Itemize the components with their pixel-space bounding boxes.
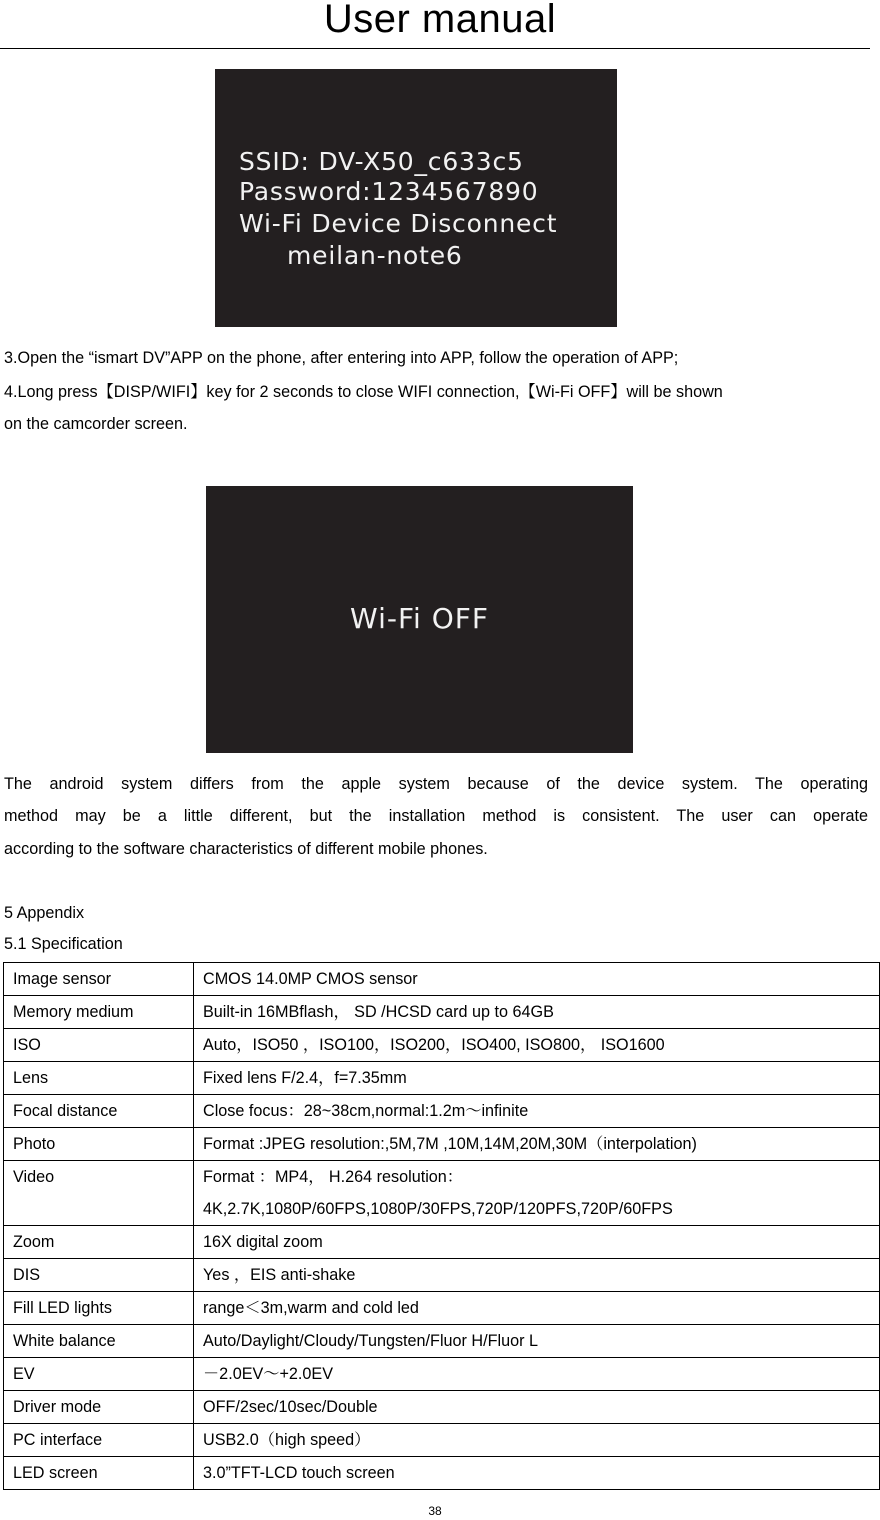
spec-key: Photo [4,1128,194,1161]
spec-key: Driver mode [4,1391,194,1424]
table-row [4,1457,880,1490]
spec-key: White balance [4,1325,194,1358]
table-row [4,996,880,1029]
table-row [4,963,880,996]
spec-key: LED screen [4,1457,194,1490]
header-divider [0,48,870,49]
spec-value: USB2.0（high speed） [194,1424,880,1457]
spec-value: Fixed lens F/2.4，f=7.35mm [194,1062,880,1095]
wifi-off-label: Wi-Fi OFF [350,602,489,635]
note-line-1: The android system differs from the apple system because of the device system. The operating [4,775,868,793]
spec-key: Fill LED lights [4,1292,194,1325]
spec-value [194,1161,880,1226]
spec-key: EV [4,1358,194,1391]
spec-value: Auto，ISO50 ，ISO100，ISO200，ISO400, ISO800， ISO1600 [194,1029,880,1062]
specification-table [3,962,880,1490]
table-row [4,1161,880,1226]
table-row [4,1259,880,1292]
spec-value: Format :JPEG resolution:,5M,7M ,10M,14M,20M,30M（interpolation) [194,1128,880,1161]
spec-value: CMOS 14.0MP CMOS sensor [194,963,880,996]
spec-key: Video [4,1161,194,1226]
table-row [4,1391,880,1424]
spec-value-line: Format ：MP4， H.264 resolution： [203,1168,463,1186]
appendix-heading: 5 Appendix [4,904,85,922]
wifi-status-line: Wi-Fi Device Disconnect [239,209,558,238]
spec-value: Built-in 16MBflash， SD /HCSD card up to 64GB [194,996,880,1029]
table-row [4,1095,880,1128]
device-name-line: meilan-note6 [287,241,463,270]
spec-value: －2.0EV～+2.0EV [194,1358,880,1391]
table-row [4,1292,880,1325]
spec-key: Zoom [4,1226,194,1259]
step-4-text: 4.Long press【DISP/WIFI】key for 2 seconds to close WIFI connection,【Wi-Fi OFF】will be shown [4,383,723,401]
step-3-text: 3.Open the “ismart DV”APP on the phone, after entering into APP, follow the operation of APP; [4,349,679,367]
spec-key: DIS [4,1259,194,1292]
page-number: 38 [428,1504,442,1518]
specification-heading: 5.1 Specification [4,935,123,953]
step-4-text-continued: on the camcorder screen. [4,415,188,433]
table-row [4,1424,880,1457]
spec-value: Close focus：28~38cm,normal:1.2m～infinite [194,1095,880,1128]
page-title: User manual [323,0,557,41]
spec-key: PC interface [4,1424,194,1457]
spec-value: Yes ，EIS anti-shake [194,1259,880,1292]
note-line-2: method may be a little different, but the installation method is consistent. The user can operate [4,807,868,825]
table-row [4,1062,880,1095]
table-row [4,1325,880,1358]
password-line: Password:1234567890 [239,177,539,206]
spec-value: OFF/2sec/10sec/Double [194,1391,880,1424]
spec-key: ISO [4,1029,194,1062]
spec-key: Focal distance [4,1095,194,1128]
table-row [4,1029,880,1062]
spec-value-line: 4K,2.7K,1080P/60FPS,1080P/30FPS,720P/120PFS,720P/60FPS [203,1200,673,1218]
spec-value: 3.0”TFT-LCD touch screen [194,1457,880,1490]
camcorder-screen-wifi-info [215,69,617,327]
table-row [4,1226,880,1259]
spec-value: 16X digital zoom [194,1226,880,1259]
camcorder-screen-wifi-off [206,486,633,753]
ssid-line: SSID: DV-X50_c633c5 [239,147,524,176]
table-row [4,1128,880,1161]
spec-key: Memory medium [4,996,194,1029]
spec-key: Image sensor [4,963,194,996]
spec-key: Lens [4,1062,194,1095]
spec-value: range＜3m,warm and cold led [194,1292,880,1325]
table-row [4,1358,880,1391]
note-line-3: according to the software characteristics of different mobile phones. [4,840,488,858]
spec-value: Auto/Daylight/Cloudy/Tungsten/Fluor H/Fluor L [194,1325,880,1358]
